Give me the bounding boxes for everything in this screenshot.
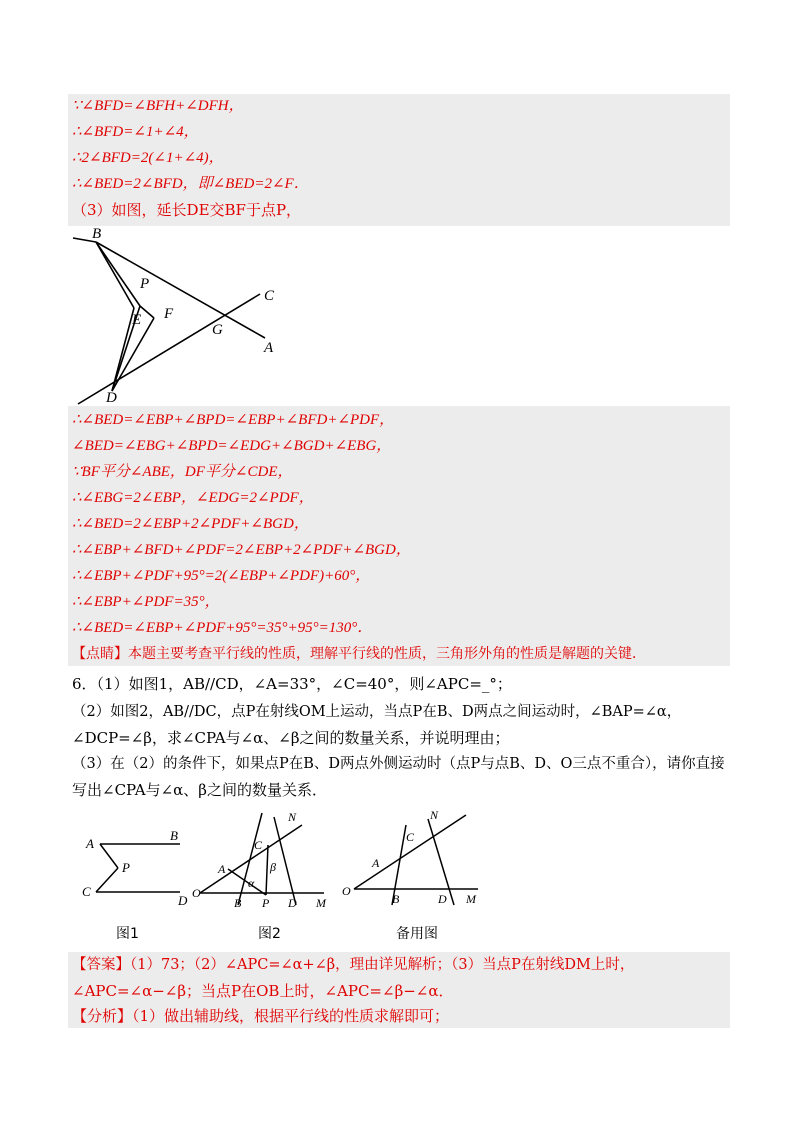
fig1-label-A: A — [86, 836, 94, 851]
solution-line: ∴∠BED=∠EBP+∠BPD=∠EBP+∠BFD+∠PDF， — [72, 412, 395, 428]
solution-line: ∴∠EBP+∠PDF=35°， — [72, 594, 220, 610]
fig2-label-D: D — [288, 896, 297, 910]
analysis-line: 【分析】（1）做出辅助线，根据平行线的性质求解即可； — [72, 1007, 450, 1025]
solution-line: ∴2∠BFD=2(∠1+∠4)， — [72, 150, 224, 166]
label-A: A — [264, 340, 274, 356]
label-C: C — [264, 288, 275, 304]
question-line: ∠DCP=∠β，求∠CPA与∠α、∠β之间的数量关系，并说明理由； — [72, 729, 510, 747]
svg-text:B: B — [392, 892, 400, 906]
question-line: （2）如图2，AB//DC，点P在射线OM上运动，当点P在B、D两点之间运动时，∠BAP=∠α， — [72, 704, 682, 720]
fig2-label-P: P — [262, 896, 270, 910]
solution-line: ∴∠EBP+∠PDF+95°=2(∠EBP+∠PDF)+60°， — [72, 568, 371, 584]
answer-line: ∠APC=∠α−∠β；当点P在OB上时，∠APC=∠β−∠α． — [72, 982, 454, 1000]
figure-2 — [192, 805, 337, 915]
caption-fig2: 图2 — [258, 926, 281, 942]
solution-line: ∴∠BED=∠EBP+∠PDF+95°=35°+95°=130°． — [72, 620, 373, 636]
fig2-label-B: B — [234, 896, 242, 910]
solution-line: ∠BED=∠EBG+∠BPD=∠EDG+∠BGD+∠EBG， — [72, 438, 392, 454]
question-line: （3）在（2）的条件下，如果点P在B、D两点外侧运动时（点P与点B、D、O三点不重合），请你直接 — [72, 756, 725, 772]
label-B: B — [92, 226, 102, 242]
label-P: P — [140, 276, 150, 292]
fig2-label-N: N — [288, 810, 297, 824]
solution-line: ∴∠BFD=∠1+∠4， — [72, 124, 199, 140]
svg-text:A: A — [372, 856, 380, 870]
svg-text:O: O — [342, 884, 351, 898]
solution-line: ∴∠BED=2∠EBP+2∠PDF+∠BGD， — [72, 516, 309, 532]
caption-fig1: 图1 — [116, 926, 139, 942]
solution-line: （3）如图，延长DE交BF于点P， — [72, 201, 302, 219]
fig1-label-P: P — [122, 860, 130, 875]
fig2-label-O: O — [192, 886, 201, 900]
label-D: D — [106, 390, 117, 406]
fig2-label-alpha: α — [248, 876, 255, 890]
solution-line: ∴∠EBP+∠BFD+∠PDF=2∠EBP+2∠PDF+∠BGD， — [72, 542, 411, 558]
figure-1 — [80, 820, 200, 915]
svg-text:C: C — [406, 830, 415, 844]
solution-line: ∵∠BFD=∠BFH+∠DFH， — [72, 98, 244, 114]
question-line: 写出∠CPA与∠α、β之间的数量关系． — [72, 781, 327, 799]
label-E: E — [132, 312, 142, 328]
fig2-label-A: A — [218, 862, 226, 876]
figure-spare — [342, 805, 487, 915]
fig1-label-C: C — [82, 884, 91, 899]
geometry-figure-part3 — [68, 226, 278, 406]
caption-spare: 备用图 — [396, 926, 438, 942]
question-line: 6．（1）如图1，AB//CD，∠A=33°，∠C=40°，则∠APC=_°； — [72, 675, 512, 693]
label-F: F — [164, 306, 174, 322]
svg-text:M: M — [466, 892, 476, 906]
fig1-label-D: D — [178, 893, 188, 908]
svg-text:D: D — [438, 892, 447, 906]
solution-line: ∴∠BED=2∠BFD，即∠BED=2∠F． — [72, 176, 309, 192]
answer-line: 【答案】（1）73；（2）∠APC=∠α+∠β，理由详见解析；（3）当点P在射线DM上时， — [72, 957, 635, 973]
label-G: G — [212, 322, 223, 338]
fig2-label-beta: β — [270, 860, 276, 874]
solution-line: ∴∠EBG=2∠EBP，∠EDG=2∠PDF， — [72, 490, 314, 506]
remark-line: 【点睛】本题主要考查平行线的性质，理解平行线的性质，三角形外角的性质是解题的关键． — [72, 646, 646, 662]
solution-line: ∵BF平分∠ABE，DF平分∠CDE， — [72, 464, 293, 480]
fig2-label-M: M — [316, 896, 326, 910]
fig2-label-C: C — [254, 838, 263, 852]
fig1-label-B: B — [170, 828, 178, 843]
svg-text:N: N — [430, 808, 439, 822]
